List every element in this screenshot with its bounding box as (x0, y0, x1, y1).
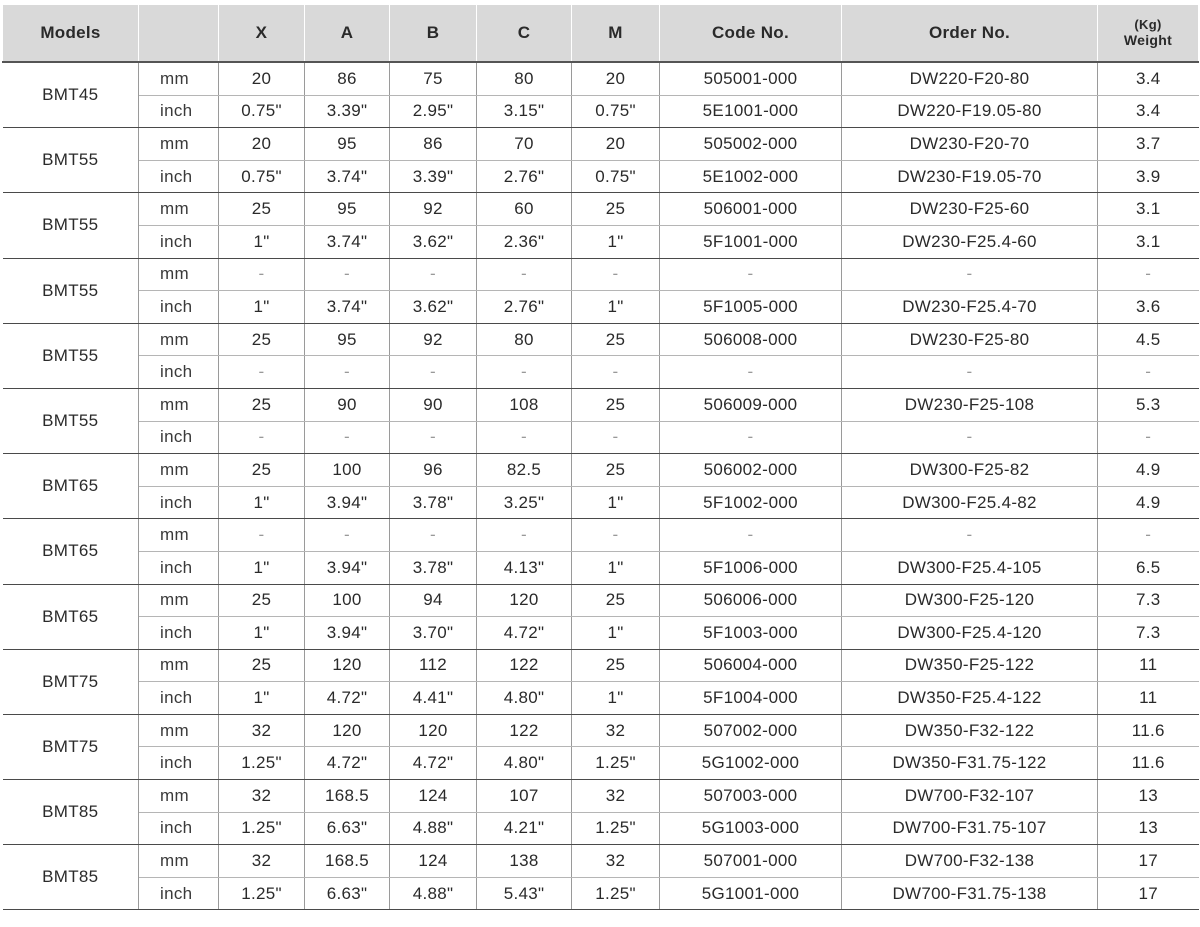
weight-cell: 4.5 (1098, 323, 1199, 356)
table-body (3, 62, 1199, 910)
order-cell: DW350-F32-122 (842, 714, 1098, 747)
weight-cell: 11.6 (1098, 714, 1199, 747)
order-cell: DW300-F25.4-82 (842, 486, 1098, 519)
m-cell: 25 (572, 584, 660, 617)
weight-cell: 4.9 (1098, 454, 1199, 487)
b-cell: - (390, 519, 477, 552)
code-cell: 507001-000 (660, 845, 842, 878)
code-cell: 5F1002-000 (660, 486, 842, 519)
c-cell: 80 (477, 62, 572, 95)
unit-cell: inch (139, 356, 219, 389)
weight-cell: 13 (1098, 812, 1199, 845)
m-cell: 32 (572, 714, 660, 747)
m-cell: 0.75" (572, 160, 660, 193)
a-cell: 6.63" (305, 877, 390, 910)
unit-cell: mm (139, 649, 219, 682)
weight-cell: 3.9 (1098, 160, 1199, 193)
m-cell: - (572, 258, 660, 291)
order-cell: - (842, 519, 1098, 552)
b-cell: 4.41" (390, 682, 477, 715)
weight-cell: - (1098, 356, 1199, 389)
model-cell: BMT45 (3, 62, 139, 128)
x-cell: 1" (219, 551, 305, 584)
x-cell: 20 (219, 128, 305, 161)
code-cell: 507002-000 (660, 714, 842, 747)
m-cell: 25 (572, 649, 660, 682)
x-cell: 25 (219, 454, 305, 487)
table-row (3, 649, 1199, 682)
a-cell: 3.74" (305, 291, 390, 324)
m-cell: 1" (572, 617, 660, 650)
code-cell: 5F1003-000 (660, 617, 842, 650)
a-cell: 3.39" (305, 95, 390, 128)
order-cell: DW700-F31.75-138 (842, 877, 1098, 910)
b-cell: - (390, 258, 477, 291)
a-cell: 4.72" (305, 682, 390, 715)
c-cell: 80 (477, 323, 572, 356)
x-cell: 25 (219, 323, 305, 356)
code-cell: 507003-000 (660, 780, 842, 813)
weight-cell: 3.1 (1098, 225, 1199, 258)
c-cell: - (477, 258, 572, 291)
a-cell: - (305, 356, 390, 389)
code-cell: 506001-000 (660, 193, 842, 226)
table-row (3, 845, 1199, 878)
table-row (3, 128, 1199, 161)
b-cell: - (390, 421, 477, 454)
weight-cell: 17 (1098, 845, 1199, 878)
m-cell: 1.25" (572, 877, 660, 910)
a-cell: - (305, 519, 390, 552)
weight-cell: 7.3 (1098, 617, 1199, 650)
x-cell: - (219, 421, 305, 454)
order-cell: DW300-F25-82 (842, 454, 1098, 487)
unit-cell: inch (139, 551, 219, 584)
table-row (3, 519, 1199, 552)
b-cell: 4.88" (390, 877, 477, 910)
order-cell: DW300-F25.4-105 (842, 551, 1098, 584)
header-x: X (219, 5, 305, 63)
a-cell: 86 (305, 62, 390, 95)
a-cell: - (305, 421, 390, 454)
c-cell: 82.5 (477, 454, 572, 487)
code-cell: - (660, 519, 842, 552)
table-row (3, 714, 1199, 747)
weight-cell: 3.4 (1098, 95, 1199, 128)
unit-cell: inch (139, 160, 219, 193)
weight-cell: - (1098, 258, 1199, 291)
weight-cell: 13 (1098, 780, 1199, 813)
a-cell: - (305, 258, 390, 291)
code-cell: 5G1003-000 (660, 812, 842, 845)
model-cell: BMT75 (3, 649, 139, 714)
x-cell: - (219, 258, 305, 291)
x-cell: - (219, 356, 305, 389)
a-cell: 168.5 (305, 780, 390, 813)
table-row (3, 454, 1199, 487)
b-cell: 75 (390, 62, 477, 95)
code-cell: - (660, 258, 842, 291)
table-row (3, 551, 1199, 584)
b-cell: 120 (390, 714, 477, 747)
a-cell: 100 (305, 454, 390, 487)
x-cell: 25 (219, 649, 305, 682)
table-row (3, 95, 1199, 128)
x-cell: 1" (219, 225, 305, 258)
b-cell: 3.70" (390, 617, 477, 650)
unit-cell: mm (139, 323, 219, 356)
order-cell: DW300-F25-120 (842, 584, 1098, 617)
c-cell: 4.80" (477, 747, 572, 780)
model-cell: BMT55 (3, 258, 139, 323)
b-cell: 124 (390, 780, 477, 813)
x-cell: 1.25" (219, 747, 305, 780)
code-cell: 5F1004-000 (660, 682, 842, 715)
a-cell: 120 (305, 649, 390, 682)
m-cell: 25 (572, 454, 660, 487)
weight-cell: 3.7 (1098, 128, 1199, 161)
weight-cell: 11.6 (1098, 747, 1199, 780)
c-cell: 4.80" (477, 682, 572, 715)
code-cell: 506002-000 (660, 454, 842, 487)
b-cell: 3.78" (390, 551, 477, 584)
code-cell: 5E1002-000 (660, 160, 842, 193)
b-cell: 92 (390, 193, 477, 226)
unit-cell: inch (139, 747, 219, 780)
b-cell: 86 (390, 128, 477, 161)
x-cell: 20 (219, 62, 305, 95)
table-row (3, 812, 1199, 845)
code-cell: 5F1006-000 (660, 551, 842, 584)
order-cell: DW350-F25.4-122 (842, 682, 1098, 715)
unit-cell: mm (139, 714, 219, 747)
m-cell: 20 (572, 128, 660, 161)
code-cell: 506008-000 (660, 323, 842, 356)
unit-cell: mm (139, 388, 219, 421)
x-cell: - (219, 519, 305, 552)
table-row (3, 388, 1199, 421)
m-cell: 1.25" (572, 812, 660, 845)
x-cell: 25 (219, 388, 305, 421)
table-row (3, 747, 1199, 780)
a-cell: 120 (305, 714, 390, 747)
weight-cell: 5.3 (1098, 388, 1199, 421)
order-cell: DW700-F32-107 (842, 780, 1098, 813)
m-cell: 1.25" (572, 747, 660, 780)
order-cell: DW350-F25-122 (842, 649, 1098, 682)
c-cell: 120 (477, 584, 572, 617)
order-cell: DW700-F32-138 (842, 845, 1098, 878)
header-order-no: Order No. (842, 5, 1098, 63)
b-cell: 3.62" (390, 291, 477, 324)
unit-cell: inch (139, 486, 219, 519)
table-row (3, 486, 1199, 519)
model-cell: BMT65 (3, 519, 139, 584)
c-cell: - (477, 356, 572, 389)
m-cell: 1" (572, 551, 660, 584)
b-cell: 92 (390, 323, 477, 356)
x-cell: 32 (219, 845, 305, 878)
m-cell: 0.75" (572, 95, 660, 128)
order-cell: DW230-F25-60 (842, 193, 1098, 226)
b-cell: 124 (390, 845, 477, 878)
a-cell: 168.5 (305, 845, 390, 878)
m-cell: 1" (572, 291, 660, 324)
order-cell: DW230-F25-108 (842, 388, 1098, 421)
unit-cell: mm (139, 62, 219, 95)
m-cell: 1" (572, 682, 660, 715)
code-cell: 505001-000 (660, 62, 842, 95)
header-m: M (572, 5, 660, 63)
weight-cell: 4.9 (1098, 486, 1199, 519)
m-cell: 1" (572, 486, 660, 519)
code-cell: - (660, 356, 842, 389)
unit-cell: inch (139, 95, 219, 128)
weight-cell: - (1098, 421, 1199, 454)
x-cell: 1" (219, 617, 305, 650)
a-cell: 90 (305, 388, 390, 421)
a-cell: 6.63" (305, 812, 390, 845)
code-cell: 5E1001-000 (660, 95, 842, 128)
header-code-no: Code No. (660, 5, 842, 63)
c-cell: 4.13" (477, 551, 572, 584)
m-cell: 20 (572, 62, 660, 95)
b-cell: 112 (390, 649, 477, 682)
model-cell: BMT85 (3, 845, 139, 910)
weight-cell: 3.4 (1098, 62, 1199, 95)
model-cell: BMT85 (3, 780, 139, 845)
a-cell: 3.74" (305, 225, 390, 258)
x-cell: 1" (219, 682, 305, 715)
c-cell: 107 (477, 780, 572, 813)
x-cell: 0.75" (219, 160, 305, 193)
code-cell: - (660, 421, 842, 454)
weight-cell: 11 (1098, 682, 1199, 715)
b-cell: 4.72" (390, 747, 477, 780)
weight-cell: 6.5 (1098, 551, 1199, 584)
c-cell: 70 (477, 128, 572, 161)
x-cell: 1" (219, 486, 305, 519)
c-cell: 2.76" (477, 160, 572, 193)
table-row (3, 682, 1199, 715)
c-cell: 3.25" (477, 486, 572, 519)
unit-cell: inch (139, 812, 219, 845)
c-cell: 4.72" (477, 617, 572, 650)
m-cell: - (572, 356, 660, 389)
a-cell: 95 (305, 193, 390, 226)
c-cell: - (477, 519, 572, 552)
c-cell: - (477, 421, 572, 454)
x-cell: 32 (219, 714, 305, 747)
order-cell: - (842, 421, 1098, 454)
x-cell: 0.75" (219, 95, 305, 128)
unit-cell: inch (139, 225, 219, 258)
b-cell: 4.88" (390, 812, 477, 845)
unit-cell: mm (139, 258, 219, 291)
table-row (3, 160, 1199, 193)
unit-cell: inch (139, 421, 219, 454)
model-cell: BMT55 (3, 128, 139, 193)
c-cell: 3.15" (477, 95, 572, 128)
model-cell: BMT55 (3, 388, 139, 453)
x-cell: 32 (219, 780, 305, 813)
order-cell: DW230-F25.4-60 (842, 225, 1098, 258)
b-cell: 3.78" (390, 486, 477, 519)
model-cell: BMT65 (3, 584, 139, 649)
unit-cell: mm (139, 193, 219, 226)
c-cell: 2.76" (477, 291, 572, 324)
code-cell: 506004-000 (660, 649, 842, 682)
weight-cell: 3.6 (1098, 291, 1199, 324)
b-cell: 96 (390, 454, 477, 487)
table-row (3, 421, 1199, 454)
table-row (3, 258, 1199, 291)
x-cell: 25 (219, 584, 305, 617)
a-cell: 3.94" (305, 617, 390, 650)
unit-cell: inch (139, 291, 219, 324)
c-cell: 108 (477, 388, 572, 421)
unit-cell: inch (139, 682, 219, 715)
header-c: C (477, 5, 572, 63)
header-weight-unit: (Kg) (1134, 17, 1162, 32)
table-row (3, 62, 1199, 95)
code-cell: 505002-000 (660, 128, 842, 161)
m-cell: 32 (572, 780, 660, 813)
unit-cell: inch (139, 617, 219, 650)
code-cell: 5F1005-000 (660, 291, 842, 324)
order-cell: DW300-F25.4-120 (842, 617, 1098, 650)
header-weight (1098, 5, 1199, 63)
table-row (3, 323, 1199, 356)
order-cell: - (842, 356, 1098, 389)
m-cell: - (572, 519, 660, 552)
b-cell: 2.95" (390, 95, 477, 128)
order-cell: DW220-F20-80 (842, 62, 1098, 95)
order-cell: DW220-F19.05-80 (842, 95, 1098, 128)
b-cell: 90 (390, 388, 477, 421)
model-cell: BMT65 (3, 454, 139, 519)
order-cell: DW230-F20-70 (842, 128, 1098, 161)
weight-cell: - (1098, 519, 1199, 552)
c-cell: 4.21" (477, 812, 572, 845)
unit-cell: mm (139, 780, 219, 813)
table-row (3, 356, 1199, 389)
a-cell: 100 (305, 584, 390, 617)
c-cell: 2.36" (477, 225, 572, 258)
weight-cell: 11 (1098, 649, 1199, 682)
m-cell: - (572, 421, 660, 454)
a-cell: 4.72" (305, 747, 390, 780)
table-row (3, 877, 1199, 910)
order-cell: DW230-F19.05-70 (842, 160, 1098, 193)
m-cell: 25 (572, 388, 660, 421)
header-a: A (305, 5, 390, 63)
order-cell: DW700-F31.75-107 (842, 812, 1098, 845)
c-cell: 5.43" (477, 877, 572, 910)
code-cell: 506006-000 (660, 584, 842, 617)
code-cell: 5G1001-000 (660, 877, 842, 910)
model-cell: BMT55 (3, 323, 139, 388)
c-cell: 122 (477, 649, 572, 682)
model-cell: BMT55 (3, 193, 139, 258)
b-cell: - (390, 356, 477, 389)
table-row (3, 617, 1199, 650)
a-cell: 95 (305, 323, 390, 356)
order-cell: DW350-F31.75-122 (842, 747, 1098, 780)
order-cell: DW230-F25.4-70 (842, 291, 1098, 324)
table-row (3, 291, 1199, 324)
b-cell: 94 (390, 584, 477, 617)
weight-cell: 7.3 (1098, 584, 1199, 617)
unit-cell: mm (139, 128, 219, 161)
header-weight-label: Weight (1123, 32, 1173, 48)
m-cell: 25 (572, 323, 660, 356)
unit-cell: inch (139, 877, 219, 910)
code-cell: 5G1002-000 (660, 747, 842, 780)
unit-cell: mm (139, 845, 219, 878)
unit-cell: mm (139, 584, 219, 617)
unit-cell: mm (139, 454, 219, 487)
header-b: B (390, 5, 477, 63)
b-cell: 3.62" (390, 225, 477, 258)
code-cell: 506009-000 (660, 388, 842, 421)
c-cell: 60 (477, 193, 572, 226)
x-cell: 25 (219, 193, 305, 226)
a-cell: 95 (305, 128, 390, 161)
m-cell: 32 (572, 845, 660, 878)
m-cell: 25 (572, 193, 660, 226)
order-cell: - (842, 258, 1098, 291)
a-cell: 3.94" (305, 551, 390, 584)
x-cell: 1" (219, 291, 305, 324)
b-cell: 3.39" (390, 160, 477, 193)
x-cell: 1.25" (219, 812, 305, 845)
header-unit (139, 5, 219, 63)
a-cell: 3.94" (305, 486, 390, 519)
table-row (3, 193, 1199, 226)
table-row (3, 584, 1199, 617)
unit-cell: mm (139, 519, 219, 552)
code-cell: 5F1001-000 (660, 225, 842, 258)
weight-cell: 17 (1098, 877, 1199, 910)
table-row (3, 225, 1199, 258)
m-cell: 1" (572, 225, 660, 258)
a-cell: 3.74" (305, 160, 390, 193)
c-cell: 138 (477, 845, 572, 878)
spec-table (2, 4, 1199, 910)
weight-cell: 3.1 (1098, 193, 1199, 226)
order-cell: DW230-F25-80 (842, 323, 1098, 356)
c-cell: 122 (477, 714, 572, 747)
header-models: Models (3, 5, 139, 63)
table-row (3, 780, 1199, 813)
model-cell: BMT75 (3, 714, 139, 779)
header-row (3, 5, 1199, 63)
x-cell: 1.25" (219, 877, 305, 910)
